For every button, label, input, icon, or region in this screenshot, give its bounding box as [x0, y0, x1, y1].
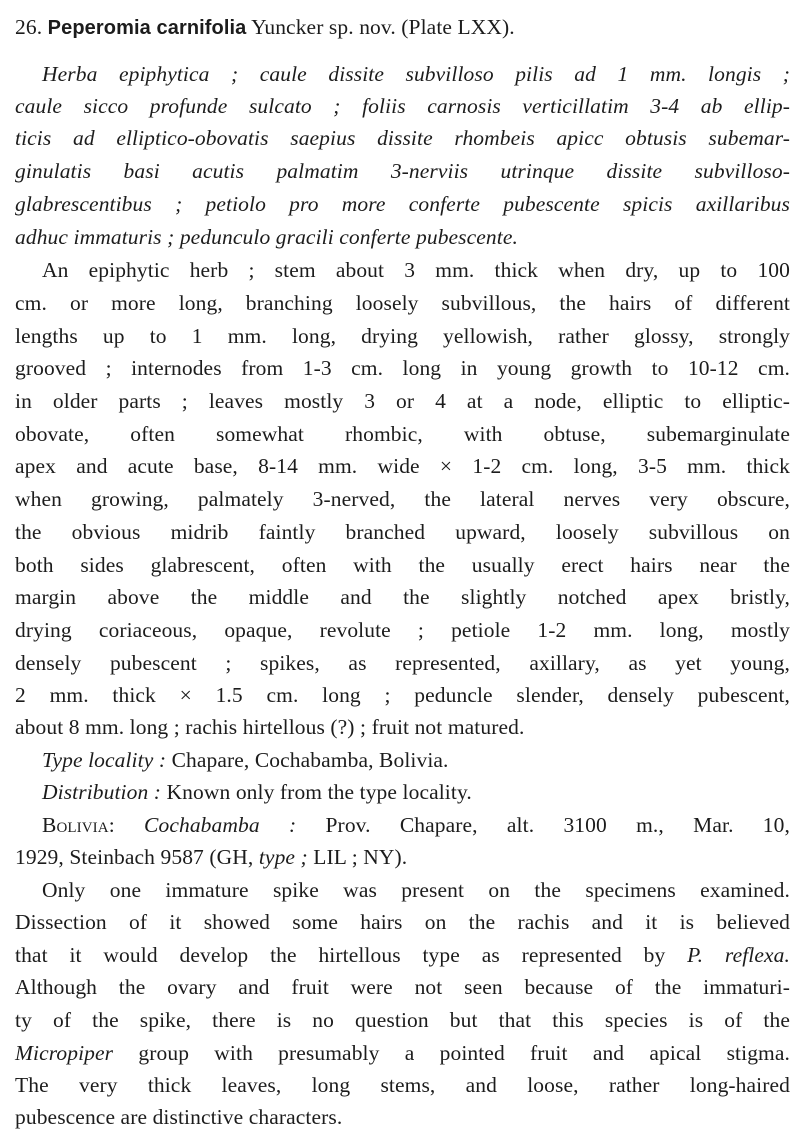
specimen-country-sep: :: [108, 813, 115, 837]
species-reference: P. reflexa.: [687, 943, 790, 967]
species-number: 26.: [15, 15, 43, 39]
latin-line: ginulatis basi acutis palmatim 3-nerviis utrinque dissite subvilloso-: [15, 159, 790, 183]
specimen-department: Cochabamba :: [144, 813, 297, 837]
latin-line: glabrescentibus ; petiolo pro more conferte pubescente spicis axillaribus: [15, 192, 790, 216]
description-line: when growing, palmately 3-nerved, the lateral nerves very obscure,: [15, 487, 790, 511]
discussion-line: ty of the spike, there is no question but that this species is of the: [15, 1008, 790, 1032]
description-line: about 8 mm. long ; rachis hirtellous (?) ; fruit not matured.: [15, 715, 525, 739]
discussion-line: Dissection of it showed some hairs on the rachis and it is believed: [15, 910, 790, 934]
description-line: the obvious midrib faintly branched upward, loosely subvillous on: [15, 520, 790, 544]
species-name: Peperomia carnifolia: [47, 17, 247, 39]
description-line: cm. or more long, branching loosely subvillous, the hairs of different: [15, 291, 790, 315]
description-line: lengths up to 1 mm. long, drying yellowish, rather glossy, strongly: [15, 324, 790, 348]
species-authority: Yuncker sp. nov. (Plate LXX).: [251, 15, 515, 39]
type-locality-text: Chapare, Cochabamba, Bolivia.: [171, 748, 449, 772]
description-line: 2 mm. thick × 1.5 cm. long ; peduncle slender, densely pubescent,: [15, 683, 790, 707]
discussion-line: [15, 943, 790, 967]
discussion-text: that it would develop the hirtellous type as represented by: [15, 943, 666, 967]
specimen-type-marker: type ;: [258, 845, 308, 869]
description-line: both sides glabrescent, often with the usually erect hairs near the: [15, 553, 790, 577]
group-name: Micropiper: [15, 1041, 114, 1065]
discussion-line: The very thick leaves, long stems, and loose, rather long-haired: [15, 1073, 790, 1097]
description-line: margin above the middle and the slightly notched apex bristly,: [15, 585, 790, 609]
specimen-collector: 1929, Steinbach 9587 (GH,: [15, 845, 254, 869]
latin-line: caule sicco profunde sulcato ; foliis carnosis verticillatim 3-4 ab ellip-: [15, 94, 790, 118]
discussion-line: pubescence are distinctive characters.: [15, 1105, 343, 1129]
species-heading: [15, 15, 790, 40]
description-line: An epiphytic herb ; stem about 3 mm. thick when dry, up to 100: [42, 258, 790, 282]
latin-line: Herba epiphytica ; caule dissite subvilloso pilis ad 1 mm. longis ;: [42, 62, 790, 86]
specimen-line: [15, 845, 790, 869]
distribution-label: Distribution :: [42, 780, 162, 804]
description-line: apex and acute base, 8-14 mm. wide × 1-2 cm. long, 3-5 mm. thick: [15, 454, 790, 478]
description-line: in older parts ; leaves mostly 3 or 4 at a node, elliptic to elliptic-: [15, 389, 790, 413]
latin-line: ticis ad elliptico-obovatis saepius dissite rhombeis apicc obtusis subemar-: [15, 126, 790, 150]
specimen-line: [42, 813, 790, 837]
description-line: densely pubescent ; spikes, as represented, axillary, as yet young,: [15, 651, 790, 675]
distribution: [42, 780, 790, 804]
specimen-country: Bolivia: [42, 813, 109, 837]
description-line: obovate, often somewhat rhombic, with obtuse, subemarginulate: [15, 422, 790, 446]
discussion-text: group with presumably a pointed fruit and apical stigma.: [138, 1041, 790, 1065]
discussion-line: [15, 1041, 790, 1065]
distribution-text: Known only from the type locality.: [166, 780, 472, 804]
description-line: drying coriaceous, opaque, revolute ; petiole 1-2 mm. long, mostly: [15, 618, 790, 642]
latin-line: adhuc immaturis ; pedunculo gracili conferte pubescente.: [15, 225, 518, 249]
discussion-line: Although the ovary and fruit were not seen because of the immaturi-: [15, 975, 790, 999]
specimen-herbaria: LIL ; NY).: [313, 845, 408, 869]
description-line: grooved ; internodes from 1-3 cm. long in young growth to 10-12 cm.: [15, 356, 790, 380]
specimen-locality: Prov. Chapare, alt. 3100 m., Mar. 10,: [325, 813, 790, 837]
discussion-line: Only one immature spike was present on the specimens examined.: [42, 878, 790, 902]
type-locality-label: Type locality :: [42, 748, 167, 772]
type-locality: [42, 748, 790, 772]
